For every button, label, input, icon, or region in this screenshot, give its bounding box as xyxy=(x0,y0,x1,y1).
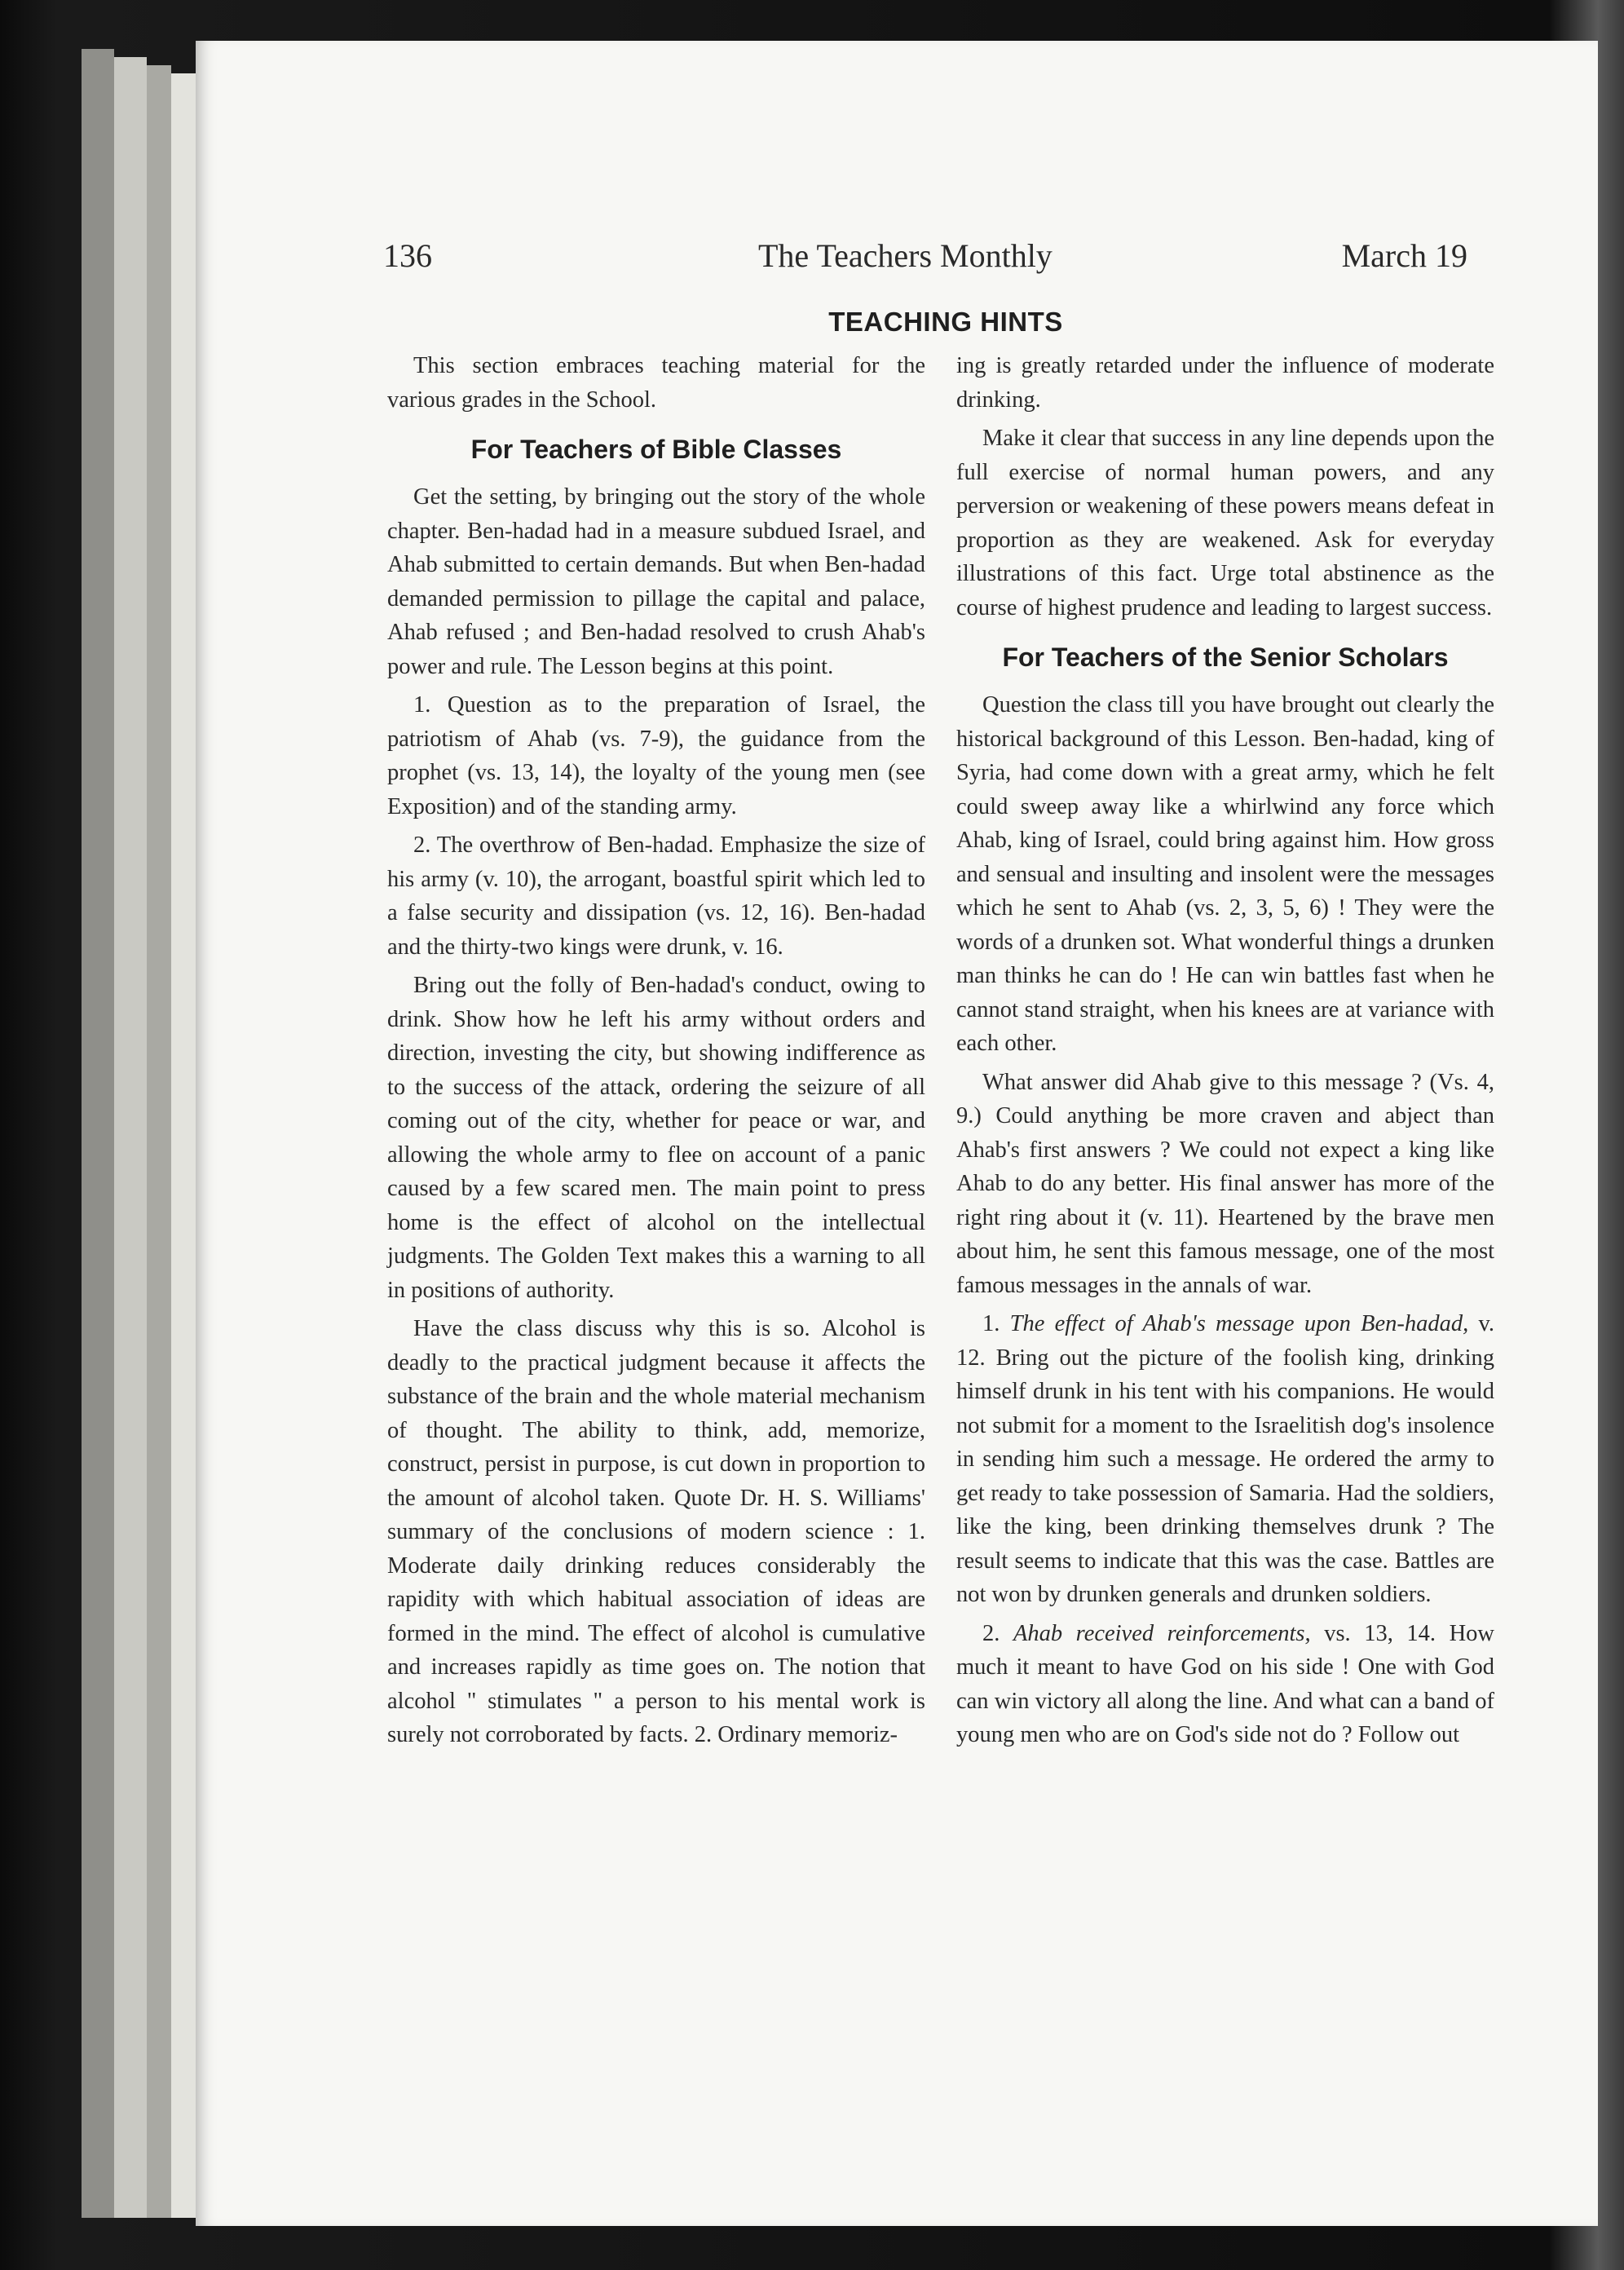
heading-senior-scholars: For Teachers of the Senior Scholars xyxy=(1002,643,1449,672)
page-edge xyxy=(171,73,196,2218)
paragraph: Have the class discuss why this is so. Alcohol is deadly to the practical judgment because it affects the substance of the brain and the whole material mechanism of thought. The ability to think, add, memorize, construct, persist in purpose, is cut down in proportion to the amount of alcohol taken. Quote Dr. H. S. Williams' summary of the conclusions of modern science : 1. Moderate daily drinking reduces considerably the rapidity with which habitual association of ideas are formed in the mind. The effect of alcohol is cumulative and increases rapidly as time goes on. The notion that alcohol " stimulates " a person to his mental work is surely not corroborated by facts. 2. Ordinary memoriz- xyxy=(387,1316,925,1747)
paragraph: 1. Question as to the preparation of Israel, the patriotism of Ahab (vs. 7-9), the guidance from the prophet (vs. 13, 14), the loyalty of the young men (see Exposition) and of the standing army. xyxy=(387,692,925,819)
paragraph: What answer did Ahab give to this message ? (Vs. 4, 9.) Could anything be more craven and abject than Ahab's first answers ? We could not expect a king like Ahab to do any better. His final answer has more of the right ring about it (v. 11). Heartened by the brave men about him, he sent this famous message, one of the most famous messages in the annals of war. xyxy=(956,1069,1494,1298)
paragraph: Make it clear that success in any line depends upon the full exercise of normal human powers, and any perversion or weakening of these powers means defeat in proportion as they are weakened. Ask for everyday illustrations of this fact. Urge total abstinence as the course of highest prudence and leading to largest success. xyxy=(956,426,1494,620)
intro-paragraph: This section embraces teaching material for the various grades in the School. xyxy=(387,353,925,413)
item-text: v. 12. Bring out the picture of the foolish king, drinking himself drunk in his tent with his companions. He would not submit for a moment to the Israelitish dog's insolence in sending him such a message. He ordered the army to get ready to take possession of Samaria. Had the soldiers, like the king, been drinking themselves drunk ? The result seems to indicate that this was the case. Battles are not won by drunken generals and drunken soldiers. xyxy=(956,1311,1495,1607)
page-edge xyxy=(82,49,114,2218)
paragraph: 2. The overthrow of Ben-hadad. Emphasize the size of his army (v. 10), the arrogant, boastful spirit which led to a false security and dissipation (vs. 12, 16). Ben-hadad and the thirty-two kings were drunk, v. 16. xyxy=(387,832,925,960)
paragraph: Question the class till you have brought out clearly the historical background of this Lesson. Ben-hadad, king of Syria, had come down with a great army, which he felt could sweep away like a whirlwind any force which Ahab, king of Israel, could bring against him. How gross and sensual and insulting and insolent were the messages which he sent to Ahab (vs. 2, 3, 5, 6) ! They were the words of a drunken sot. What wonderful things a drunken man thinks he can do ! He can win battles fast when he cannot stand straight, when his knees are at variance with each other. xyxy=(956,692,1494,1056)
page-number: 136 xyxy=(383,237,432,274)
page-edge xyxy=(147,65,171,2218)
paragraph: ing is greatly retarded under the influence of moderate drinking. xyxy=(956,353,1494,413)
right-column xyxy=(956,349,1494,1757)
section-title: TEACHING HINTS xyxy=(828,307,1063,337)
issue-date: March 19 xyxy=(1341,237,1467,274)
paragraph: Bring out the folly of Ben-hadad's conduct, owing to drink. Show how he left his army without orders and direction, investing the city, but showing indifference as to the success of the attack, ordering the seizure of all coming out of the city, whether for peace or war, and allowing the whole army to flee on account of a panic caused by a few scared men. The main point to press home is the effect of alcohol on the intellectual judgments. The Golden Text makes this a warning to all in positions of authority. xyxy=(387,973,925,1303)
item-text: vs. 13, 14. How much it meant to have God on his side ! One with God can win victory all along the line. And what can a band of young men who are on God's side not do ? Follow out xyxy=(956,1620,1495,1747)
publication-title: The Teachers Monthly xyxy=(758,237,1053,274)
item-number: 1. xyxy=(982,1311,1000,1336)
item-title: The effect of Ahab's message upon Ben-hadad, xyxy=(1009,1311,1469,1336)
left-column xyxy=(387,349,925,1757)
item-title: Ahab received reinforcements, xyxy=(1013,1620,1311,1646)
item-number: 2. xyxy=(982,1620,1000,1646)
heading-bible-classes: For Teachers of Bible Classes xyxy=(470,435,842,464)
page-edge xyxy=(114,57,147,2218)
running-head xyxy=(383,236,1467,295)
paragraph-numbered xyxy=(956,1307,1494,1612)
paragraph-numbered xyxy=(956,1617,1494,1752)
paragraph: Get the setting, by bringing out the story of the whole chapter. Ben-hadad had in a measure subdued Israel, and Ahab submitted to certain demands. But when Ben-hadad demanded permission to pillage the capital and palace, Ahab refused ; and Ben-hadad resolved to crush Ahab's power and rule. The Lesson begins at this point. xyxy=(387,484,925,679)
